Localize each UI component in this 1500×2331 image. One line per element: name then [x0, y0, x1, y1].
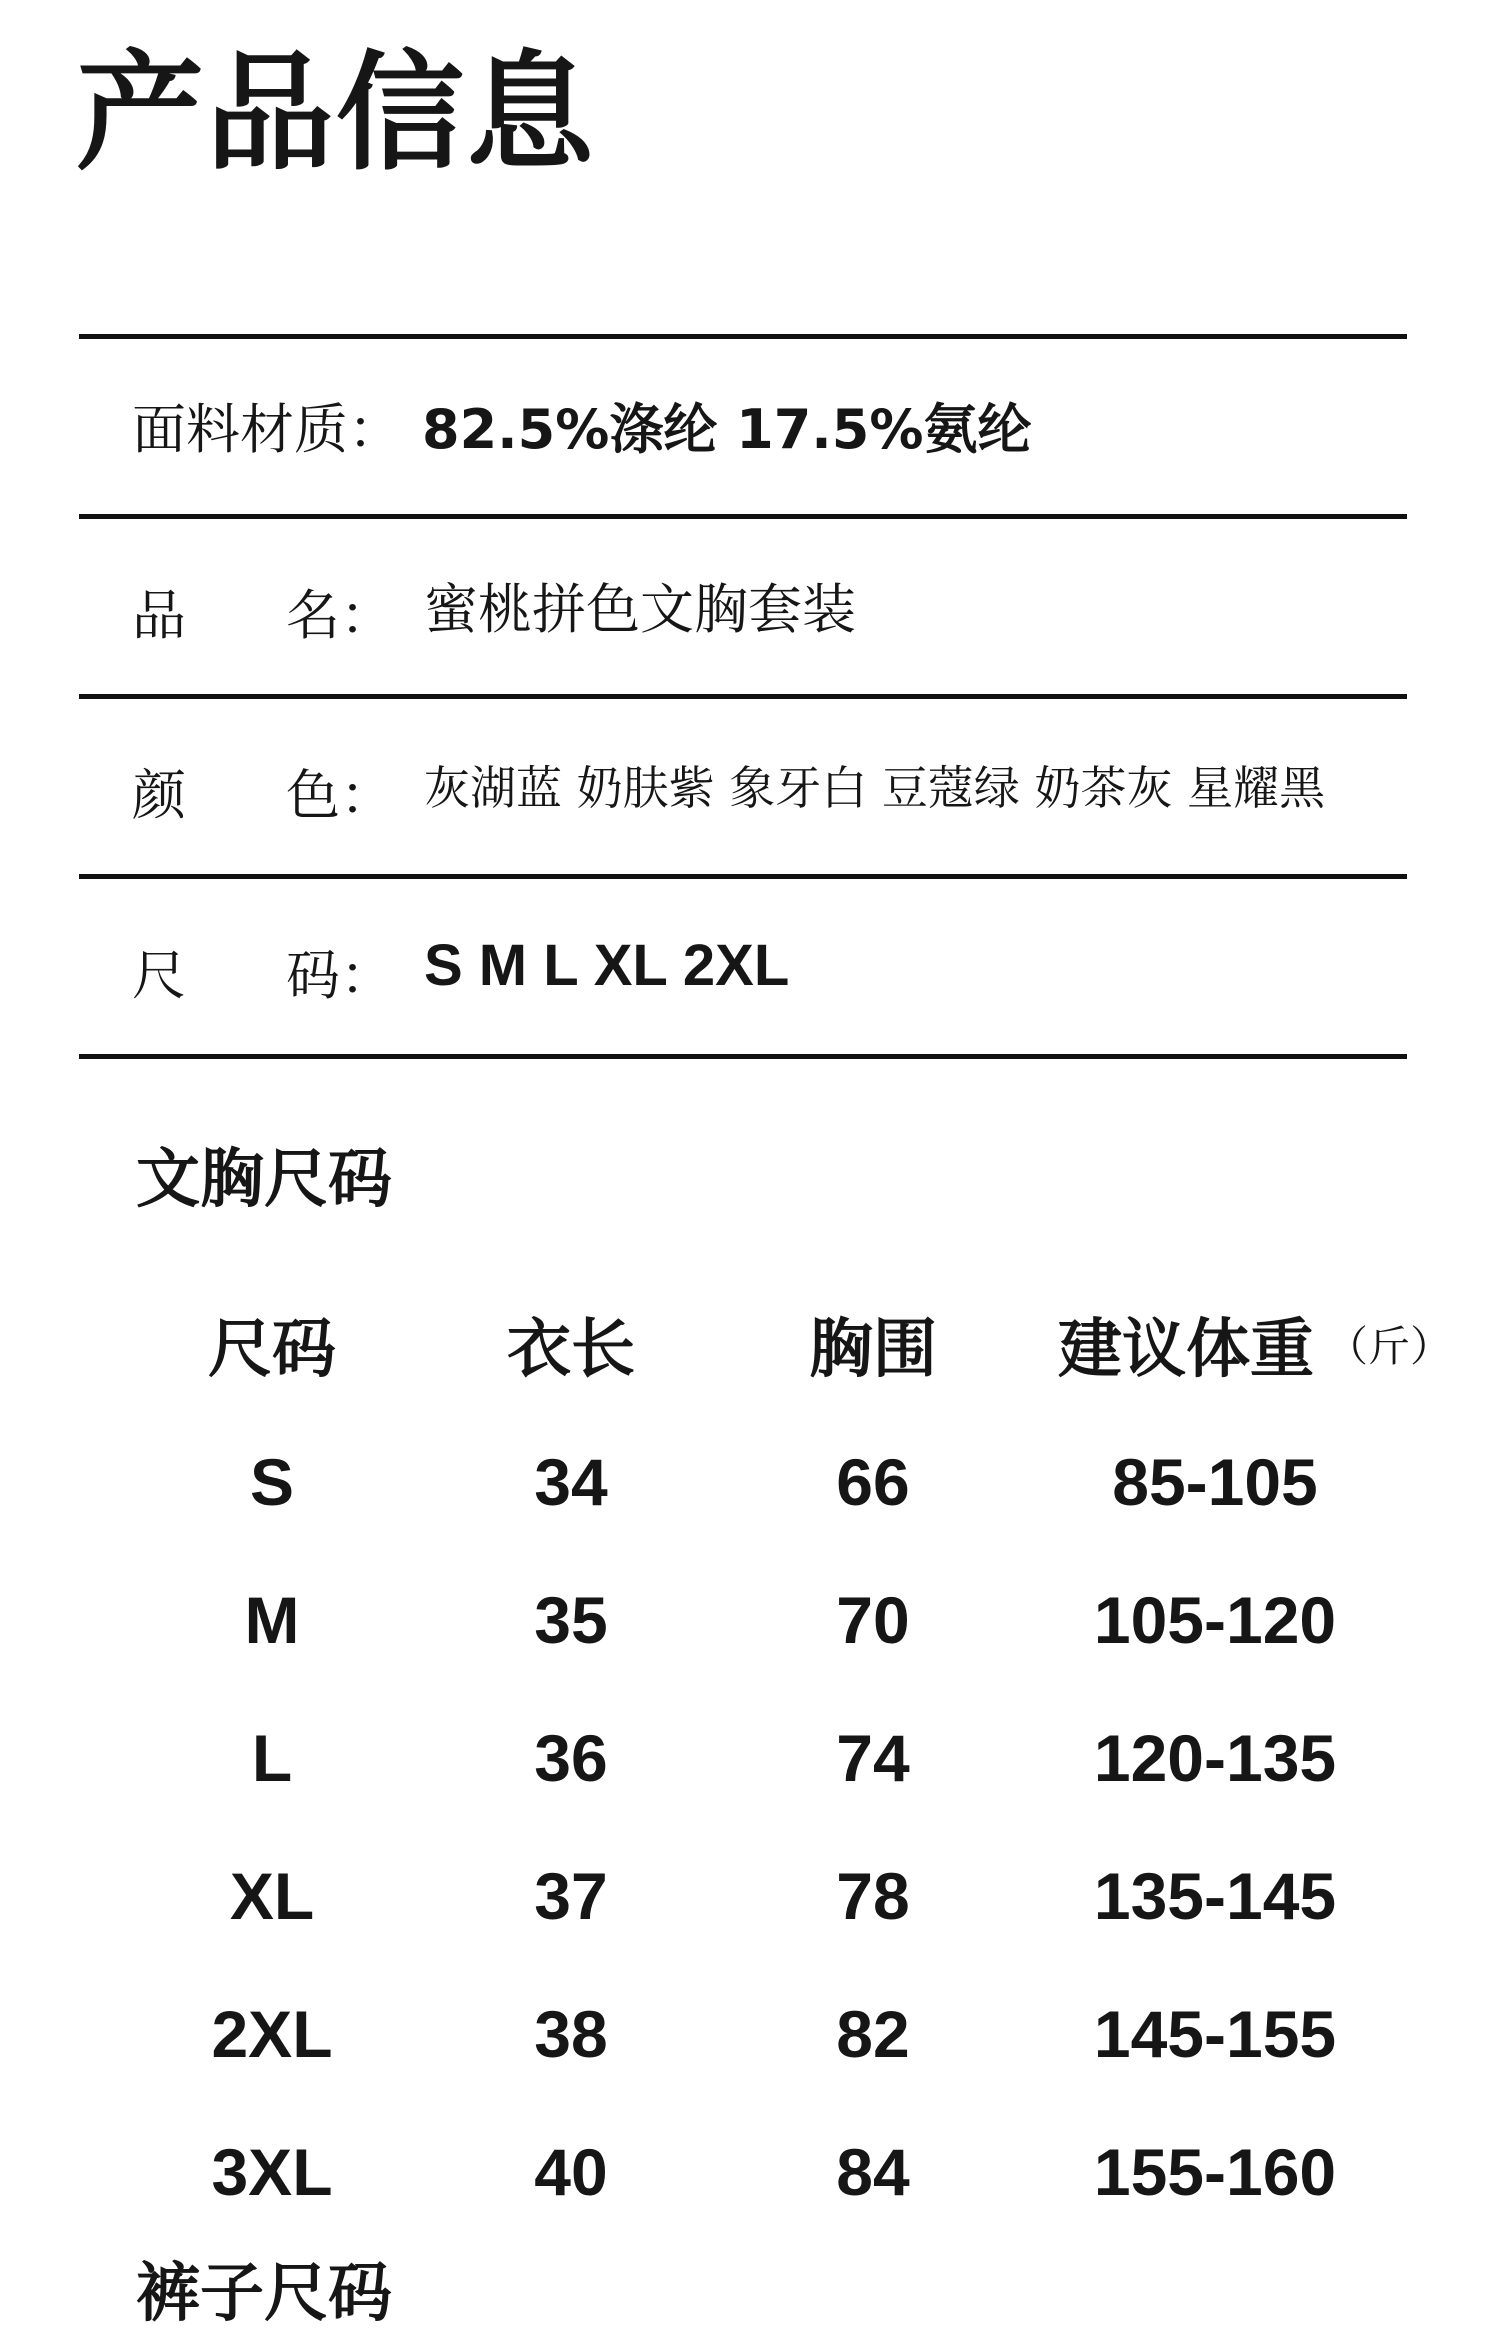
cell-length: 34 — [534, 1445, 608, 1519]
header-size: 尺码 — [208, 1313, 336, 1387]
table-header — [0, 1275, 1500, 1413]
cell-size: XL — [229, 1859, 315, 1933]
material-value: 82.5%涤纶 17.5%氨纶 — [422, 397, 1032, 461]
table-row — [0, 1827, 1500, 1965]
info-row-color: 颜 色： 灰湖蓝 奶肤紫 象牙白 豆蔻绿 奶茶灰 星耀黑 — [132, 695, 1325, 875]
cell-weight: 135-145 — [1093, 1859, 1337, 1933]
size-value: S M L XL 2XL — [424, 932, 790, 998]
cell-length: 35 — [534, 1583, 608, 1657]
header-chest: 胸围 — [809, 1313, 937, 1387]
cell-chest: 74 — [836, 1721, 910, 1795]
cell-chest: 70 — [836, 1583, 910, 1657]
cell-size: M — [244, 1583, 300, 1657]
info-row-product-name: 品 名： 蜜桃拼色文胸套装 — [132, 515, 856, 695]
material-label: 面料材质： — [132, 397, 402, 461]
cell-length: 37 — [534, 1859, 608, 1933]
cell-weight: 155-160 — [1093, 2135, 1337, 2209]
table-row — [0, 1965, 1500, 2103]
cell-size: 3XL — [211, 2135, 333, 2209]
info-row-size: 尺 码： S M L XL 2XL — [132, 932, 790, 1007]
header-weight: 建议体重 （斤） — [1057, 1313, 1453, 1387]
table-row — [0, 2103, 1500, 2241]
cell-chest: 82 — [836, 1997, 910, 2071]
color-value: 灰湖蓝 奶肤紫 象牙白 豆蔻绿 奶茶灰 星耀黑 — [424, 761, 1326, 815]
cell-weight: 145-155 — [1093, 1997, 1337, 2071]
header-length: 衣长 — [507, 1313, 635, 1387]
cell-length: 36 — [534, 1721, 608, 1795]
cell-size: 2XL — [211, 1997, 333, 2071]
table-row — [0, 1551, 1500, 1689]
cell-size: L — [251, 1721, 293, 1795]
cell-size: S — [249, 1445, 295, 1519]
weight-unit: （斤） — [1325, 1322, 1453, 1371]
cell-weight: 120-135 — [1093, 1721, 1337, 1795]
cell-chest: 84 — [836, 2135, 910, 2209]
page-title: 产品信息 — [76, 39, 597, 188]
cell-length: 40 — [534, 2135, 608, 2209]
table-row — [0, 1689, 1500, 1827]
cell-weight: 105-120 — [1093, 1583, 1337, 1657]
cell-weight: 85-105 — [1112, 1445, 1318, 1519]
bra-size-title: 文胸尺码 — [136, 1143, 392, 1217]
bra-size-table — [0, 1275, 1500, 2241]
cell-length: 38 — [534, 1997, 608, 2071]
divider — [79, 1054, 1407, 1059]
table-row — [0, 1413, 1500, 1551]
pants-size-title: 裤子尺码 — [136, 2257, 392, 2331]
cell-chest: 78 — [836, 1859, 910, 1933]
info-row-material — [132, 335, 1031, 515]
product-name-value: 蜜桃拼色文胸套装 — [424, 577, 856, 641]
cell-chest: 66 — [836, 1445, 910, 1519]
